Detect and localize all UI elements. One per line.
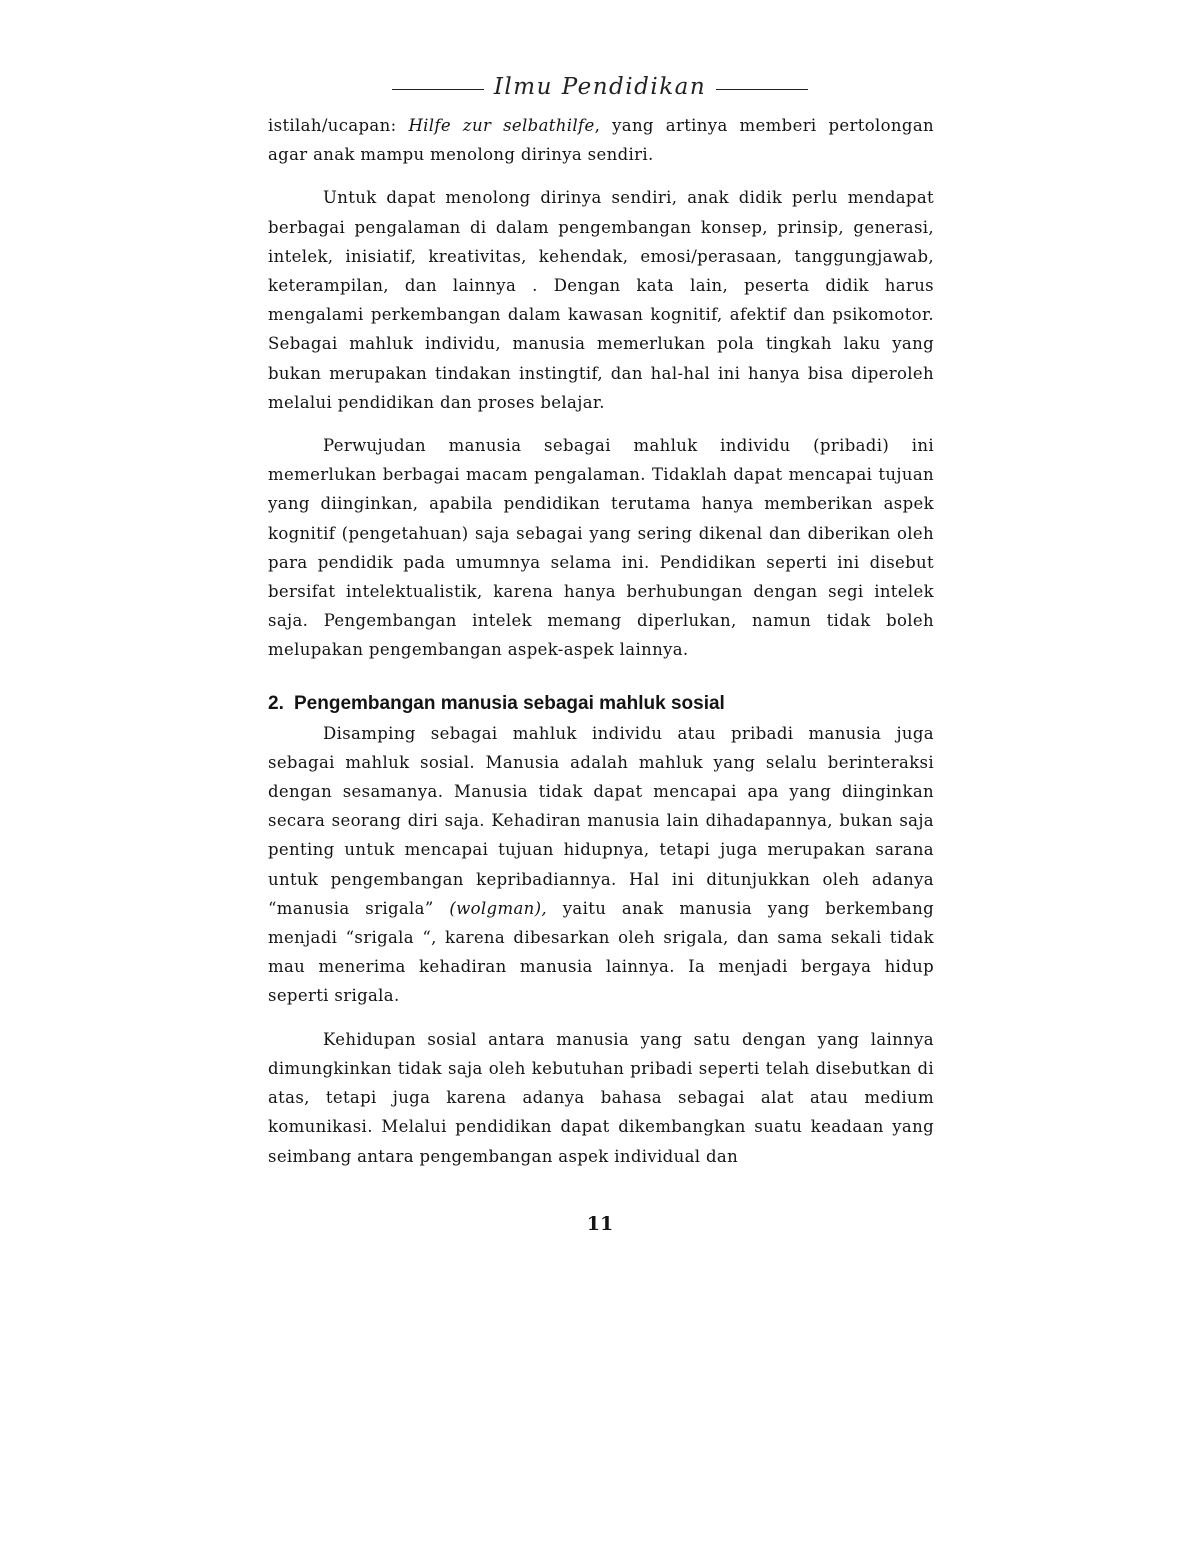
- paragraph-3: Perwujudan manusia sebagai mahluk individu (pribadi) ini memerlukan berbagai macam pengalaman. Tidaklah dapat mencapai tujuan yang diinginkan, apabila pendidikan terutama hanya memberikan aspek kognitif (pengetahuan) saja sebagai yang sering dikenal dan diberikan oleh para pendidik pada umumnya selama ini. Pendidikan seperti ini disebut bersifat intelektualistik, karena hanya berhubungan dengan segi intelek saja. Pengembangan intelek memang diperlukan, namun tidak boleh melupakan pengembangan aspek-aspek lainnya.: [268, 436, 934, 660]
- running-title: Ilmu Pendidikan: [493, 74, 707, 100]
- paragraph-4-term: (wolgman),: [449, 898, 548, 918]
- header-rule-left: [392, 89, 484, 90]
- page-body: [268, 111, 934, 1171]
- section-heading: [268, 689, 934, 719]
- paragraph-4: [268, 719, 934, 1011]
- paragraph-2: Untuk dapat menolong dirinya sendiri, anak didik perlu mendapat berbagai pengalaman di dalam pengembangan konsep, prinsip, generasi, intelek, inisiatif, kreativitas, kehendak, emosi/perasaan, tanggungjawab, keterampilan, dan lainnya . Dengan kata lain, peserta didik harus mengalami perkembangan dalam kawasan kognitif, afektif dan psikomotor. Sebagai mahluk individu, manusia memerlukan pola tingkah laku yang bukan merupakan tindakan instingtif, dan hal-hal ini hanya bisa diperoleh melalui pendidikan dan proses belajar.: [268, 188, 934, 412]
- paragraph-1: [268, 111, 934, 169]
- paragraph-5: Kehidupan sosial antara manusia yang satu dengan yang lainnya dimungkinkan tidak saja oleh kebutuhan pribadi seperti telah disebutkan di atas, tetapi juga karena adanya bahasa sebagai alat atau medium komunikasi. Melalui pendidikan dapat dikembangkan suatu keadaan yang seimbang antara pengembangan aspek individual dan: [268, 1029, 934, 1166]
- running-header: [0, 70, 1200, 104]
- section-title: Pengembangan manusia sebagai mahluk sosial: [294, 692, 725, 714]
- page-number: 11: [586, 1213, 614, 1235]
- paragraph-1-term: Hilfe zur selbathilfe: [408, 116, 595, 135]
- header-rule-right: [716, 89, 808, 90]
- section-number: 2.: [268, 692, 284, 714]
- paragraph-1-lead: istilah/ucapan:: [268, 116, 409, 135]
- paragraph-1-rest: , yang artinya memberi pertolongan agar anak mampu menolong dirinya sendiri.: [268, 116, 934, 165]
- paragraph-4-before-term: Disamping sebagai mahluk individu atau pribadi manusia juga sebagai mahluk sosial. Manusia adalah mahluk yang selalu berinteraksi dengan sesamanya. Manusia tidak dapat mencapai apa yang diinginkan secara seorang diri saja. Kehadiran manusia lain dihadapannya, bukan saja penting untuk mencapai tujuan hidupnya, tetapi juga merupakan sarana untuk pengembangan kepribadiannya. Hal ini ditunjukkan oleh adanya “manusia srigala”: [268, 723, 934, 918]
- paragraph-4-after-term: yaitu anak manusia yang berkembang menjadi “srigala “, karena dibesarkan oleh srigala, dan sama sekali tidak mau menerima kehadiran manusia lainnya. Ia menjadi bergaya hidup seperti srigala.: [268, 898, 934, 1006]
